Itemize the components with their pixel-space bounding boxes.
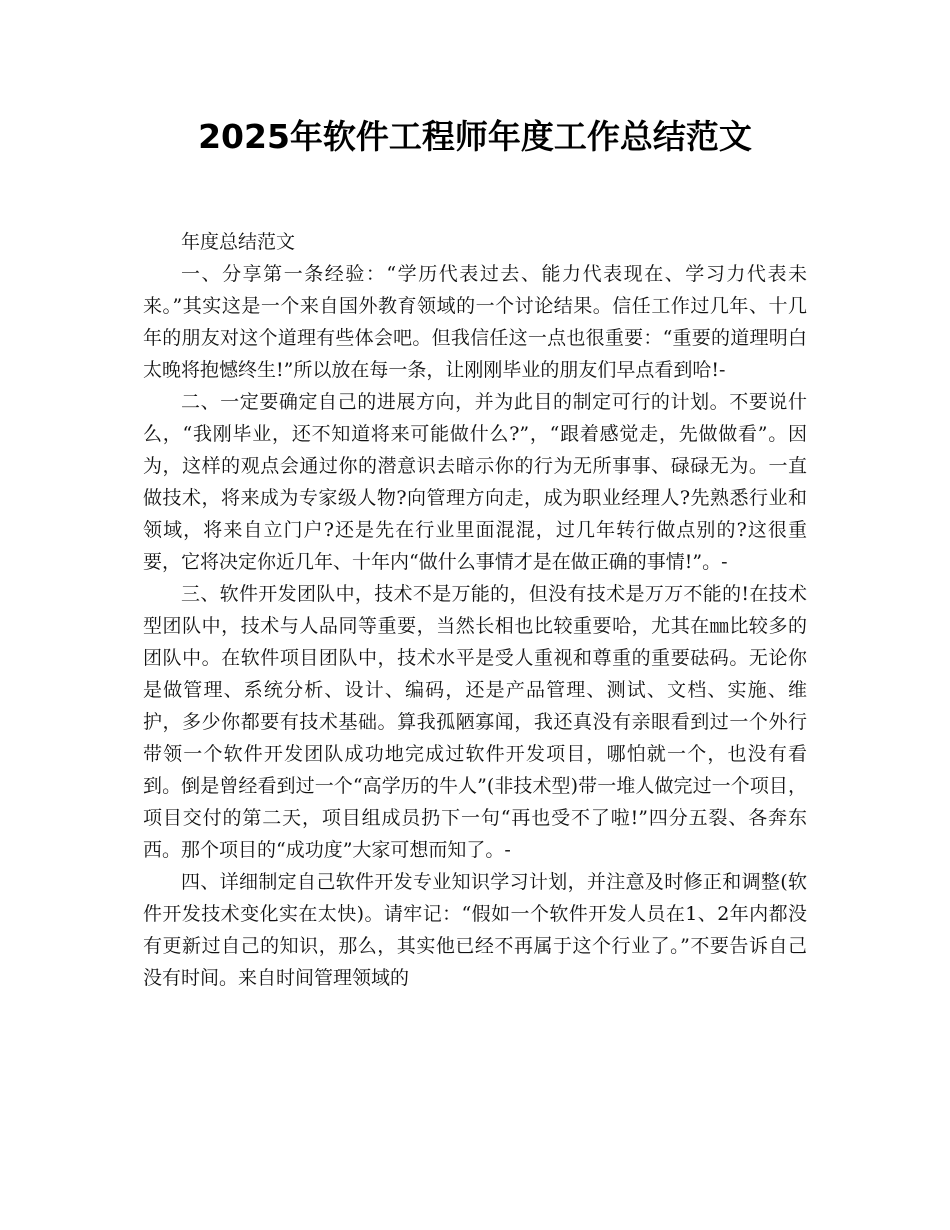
paragraph-4: 四、详细制定自己软件开发专业知识学习计划，并注意及时修正和调整(软件开发技术变化实在太快)。请牢记：“假如一个软件开发人员在1、2年内都没有更新过自己的知识，那么，其实他已经不再属于这个行业了。”不要告诉自己没有时间。来自时间管理领域的	[143, 871, 807, 989]
document-title: 2025年软件工程师年度工作总结范文	[198, 117, 752, 156]
paragraph-2: 二、一定要确定自己的进展方向，并为此目的制定可行的计划。不要说什么，“我刚毕业，还不知道将来可能做什么?”，“跟着感觉走，先做做看”。因为，这样的观点会通过你的潜意识去暗示你的行为无所事事、碌碌无为。一直做技术，将来成为专家级人物?向管理方向走，成为职业经理人?先熟悉行业和领域，将来自立门户?还是先在行业里面混混，过几年转行做点别的?这很重要，它将决定你近几年、十年内“做什么事情才是在做正确的事情!”。-	[143, 391, 807, 573]
paragraph-heading: 年度总结范文	[181, 231, 296, 253]
paragraph-3: 三、软件开发团队中，技术不是万能的，但没有技术是万万不能的!在技术型团队中，技术与人品同等重要，当然长相也比较重要哈，尤其在㎜比较多的团队中。在软件项目团队中，技术水平是受人重视和尊重的重要砝码。无论你是做管理、系统分析、设计、编码，还是产品管理、测试、文档、实施、维护，多少你都要有技术基础。算我孤陋寡闻，我还真没有亲眼看到过一个外行带领一个软件开发团队成功地完成过软件开发项目，哪怕就一个，也没有看到。倒是曾经看到过一个“高学历的牛人”(非技术型)带一堆人做完过一个项目，项目交付的第二天，项目组成员扔下一句“再也受不了啦!”四分五裂、各奔东西。那个项目的“成功度”大家可想而知了。-	[143, 583, 807, 861]
paragraph-1: 一、分享第一条经验：“学历代表过去、能力代表现在、学习力代表未来。”其实这是一个来自国外教育领域的一个讨论结果。信任工作过几年、十几年的朋友对这个道理有些体会吧。但我信任这一点也很重要：“重要的道理明白太晚将抱憾终生!”所以放在每一条，让刚刚毕业的朋友们早点看到哈!-	[143, 263, 807, 381]
document-body	[143, 226, 807, 994]
